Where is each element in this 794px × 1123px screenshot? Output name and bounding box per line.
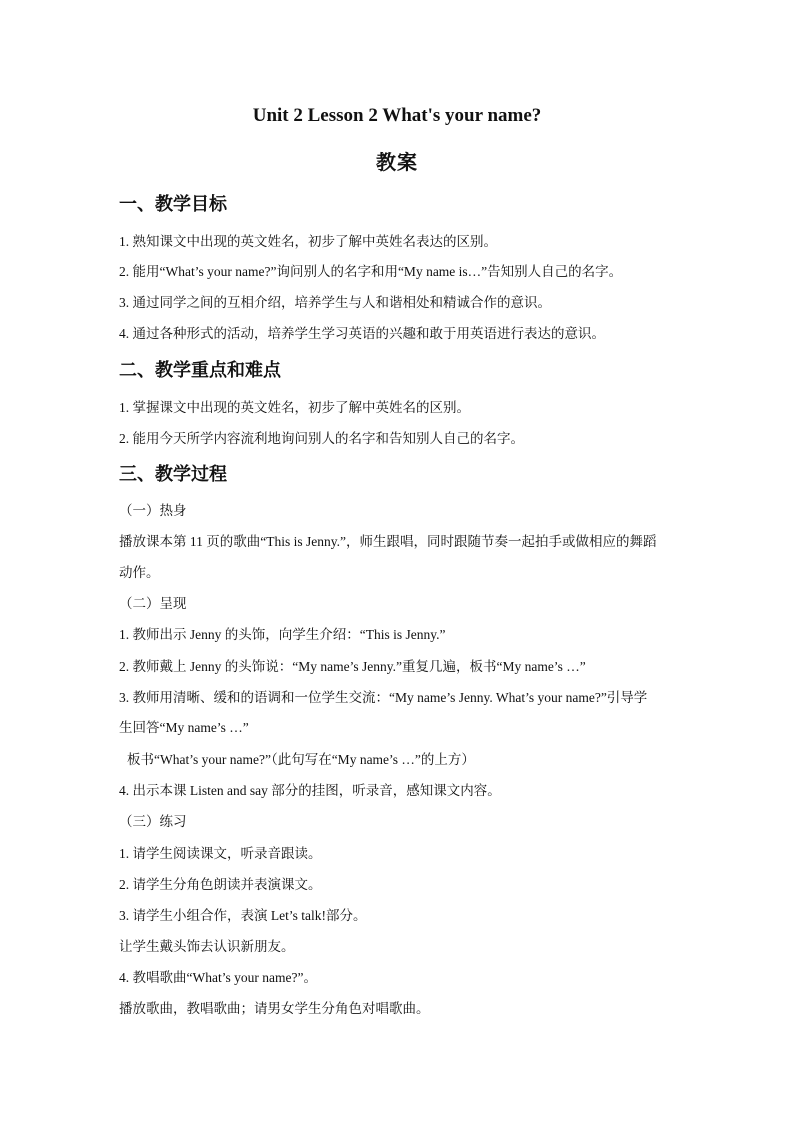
- document-subtitle: 教案: [376, 152, 418, 174]
- keypoint-item: 1. 掌握课文中出现的英文姓名，初步了解中英姓名的区别。: [119, 400, 470, 415]
- section-heading: 三、教学过程: [119, 464, 227, 484]
- objective-item: 2. 能用“What’s your name?”询问别人的名字和用“My name is…”告知别人自己的名字。: [119, 264, 623, 279]
- section-heading: 一、教学目标: [119, 194, 227, 214]
- process-line: 4. 出示本课 Listen and say 部分的挂图，听录音，感知课文内容。: [119, 783, 501, 798]
- subsection-label: （一）热身: [119, 503, 187, 518]
- keypoint-item: 2. 能用今天所学内容流利地询问别人的名字和告知别人自己的名字。: [119, 431, 524, 446]
- subsection-label: （二）呈现: [119, 596, 187, 611]
- process-line: 动作。: [119, 565, 160, 580]
- objective-item: 1. 熟知课文中出现的英文姓名，初步了解中英姓名表达的区别。: [119, 234, 497, 249]
- process-line: 播放歌曲，教唱歌曲；请男女学生分角色对唱歌曲。: [119, 1001, 430, 1016]
- section-heading: 二、教学重点和难点: [119, 360, 281, 380]
- objective-item: 4. 通过各种形式的活动，培养学生学习英语的兴趣和敢于用英语进行表达的意识。: [119, 326, 605, 341]
- process-line: 3. 请学生小组合作，表演 Let’s talk!部分。: [119, 908, 367, 923]
- process-line: 2. 请学生分角色朗读并表演课文。: [119, 877, 322, 892]
- process-line: 1. 教师出示 Jenny 的头饰，向学生介绍：“This is Jenny.”: [119, 627, 446, 642]
- process-line: 3. 教师用清晰、缓和的语调和一位学生交流：“My name’s Jenny. What’s your name?”引导学: [119, 690, 648, 705]
- objective-item: 3. 通过同学之间的互相介绍，培养学生与人和谐相处和精诚合作的意识。: [119, 295, 551, 310]
- document-title: Unit 2 Lesson 2 What's your name?: [252, 105, 542, 126]
- process-line: 2. 教师戴上 Jenny 的头饰说：“My name’s Jenny.”重复几遍，板书“My name’s …”: [119, 659, 586, 674]
- process-line: 板书“What’s your name?”（此句写在“My name’s …”的上方）: [127, 752, 475, 767]
- process-line: 生回答“My name’s …”: [119, 720, 249, 735]
- subsection-label: （三）练习: [119, 814, 187, 829]
- process-line: 播放课本第 11 页的歌曲“This is Jenny.”，师生跟唱，同时跟随节奏一起拍手或做相应的舞蹈: [119, 534, 657, 549]
- process-line: 4. 教唱歌曲“What’s your name?”。: [119, 970, 317, 985]
- process-line: 1. 请学生阅读课文，听录音跟读。: [119, 846, 322, 861]
- process-line: 让学生戴头饰去认识新朋友。: [119, 939, 295, 954]
